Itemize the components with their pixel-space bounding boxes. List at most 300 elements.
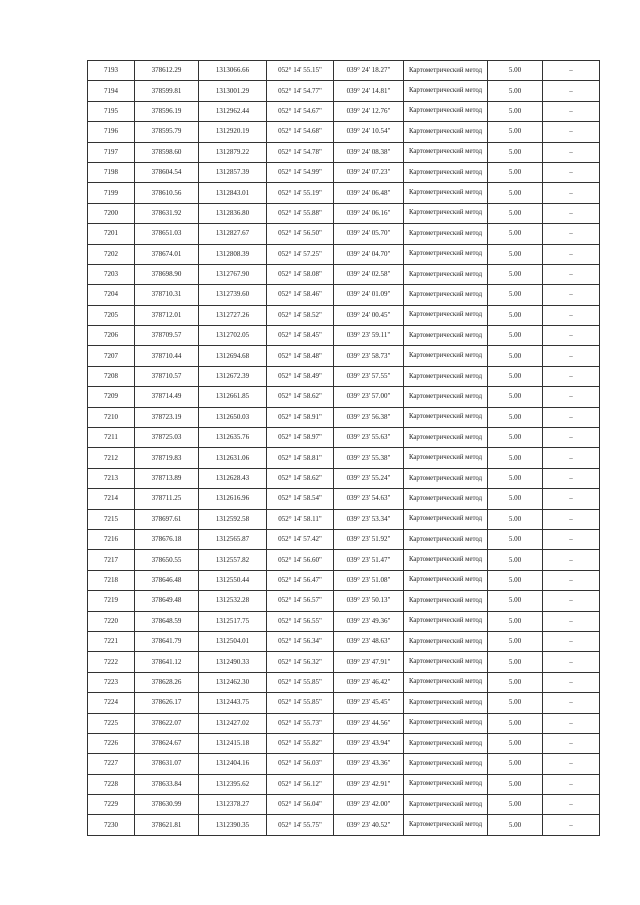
note-cell: – bbox=[543, 611, 600, 631]
method-cell: Картометрический метод bbox=[404, 468, 488, 488]
y-coordinate-cell: 1313066.66 bbox=[199, 61, 267, 81]
point-number-cell: 7203 bbox=[88, 264, 135, 284]
latitude-cell: 052° 14' 58.49" bbox=[267, 366, 334, 386]
latitude-cell: 052° 14' 55.15" bbox=[267, 61, 334, 81]
point-number-cell: 7207 bbox=[88, 346, 135, 366]
longitude-cell: 039° 23' 48.63" bbox=[334, 631, 404, 651]
longitude-cell: 039° 23' 51.08" bbox=[334, 570, 404, 590]
longitude-cell: 039° 23' 40.52" bbox=[334, 815, 404, 835]
latitude-cell: 052° 14' 55.85" bbox=[267, 672, 334, 692]
y-coordinate-cell: 1312635.76 bbox=[199, 428, 267, 448]
table-row bbox=[88, 264, 600, 284]
accuracy-cell: 5.00 bbox=[488, 591, 543, 611]
table-row bbox=[88, 387, 600, 407]
x-coordinate-cell: 378710.31 bbox=[135, 285, 199, 305]
y-coordinate-cell: 1312672.39 bbox=[199, 366, 267, 386]
table-row bbox=[88, 203, 600, 223]
x-coordinate-cell: 378596.19 bbox=[135, 101, 199, 121]
method-cell: Картометрический метод bbox=[404, 407, 488, 427]
point-number-cell: 7219 bbox=[88, 591, 135, 611]
note-cell: – bbox=[543, 244, 600, 264]
table-row bbox=[88, 489, 600, 509]
point-number-cell: 7215 bbox=[88, 509, 135, 529]
point-number-cell: 7202 bbox=[88, 244, 135, 264]
longitude-cell: 039° 23' 43.94" bbox=[334, 733, 404, 753]
table-row bbox=[88, 774, 600, 794]
latitude-cell: 052° 14' 58.11" bbox=[267, 509, 334, 529]
method-cell: Картометрический метод bbox=[404, 305, 488, 325]
latitude-cell: 052° 14' 56.04" bbox=[267, 795, 334, 815]
note-cell: – bbox=[543, 795, 600, 815]
table-row bbox=[88, 652, 600, 672]
y-coordinate-cell: 1312504.01 bbox=[199, 631, 267, 651]
x-coordinate-cell: 378649.48 bbox=[135, 591, 199, 611]
longitude-cell: 039° 23' 58.73" bbox=[334, 346, 404, 366]
longitude-cell: 039° 23' 55.38" bbox=[334, 448, 404, 468]
point-number-cell: 7216 bbox=[88, 529, 135, 549]
longitude-cell: 039° 23' 53.34" bbox=[334, 509, 404, 529]
method-cell: Картометрический метод bbox=[404, 326, 488, 346]
accuracy-cell: 5.00 bbox=[488, 285, 543, 305]
y-coordinate-cell: 1312631.06 bbox=[199, 448, 267, 468]
longitude-cell: 039° 23' 57.55" bbox=[334, 366, 404, 386]
note-cell: – bbox=[543, 815, 600, 835]
latitude-cell: 052° 14' 57.42" bbox=[267, 529, 334, 549]
table-row bbox=[88, 815, 600, 835]
method-cell: Картометрический метод bbox=[404, 387, 488, 407]
latitude-cell: 052° 14' 58.46" bbox=[267, 285, 334, 305]
latitude-cell: 052° 14' 56.47" bbox=[267, 570, 334, 590]
latitude-cell: 052° 14' 57.25" bbox=[267, 244, 334, 264]
table-row bbox=[88, 224, 600, 244]
point-number-cell: 7223 bbox=[88, 672, 135, 692]
longitude-cell: 039° 23' 55.24" bbox=[334, 468, 404, 488]
point-number-cell: 7229 bbox=[88, 795, 135, 815]
latitude-cell: 052° 14' 55.19" bbox=[267, 183, 334, 203]
accuracy-cell: 5.00 bbox=[488, 407, 543, 427]
x-coordinate-cell: 378676.18 bbox=[135, 529, 199, 549]
table-row bbox=[88, 733, 600, 753]
note-cell: – bbox=[543, 550, 600, 570]
accuracy-cell: 5.00 bbox=[488, 61, 543, 81]
point-number-cell: 7208 bbox=[88, 366, 135, 386]
accuracy-cell: 5.00 bbox=[488, 468, 543, 488]
accuracy-cell: 5.00 bbox=[488, 81, 543, 101]
x-coordinate-cell: 378648.59 bbox=[135, 611, 199, 631]
latitude-cell: 052° 14' 56.03" bbox=[267, 754, 334, 774]
table-row bbox=[88, 591, 600, 611]
longitude-cell: 039° 23' 57.00" bbox=[334, 387, 404, 407]
longitude-cell: 039° 24' 02.58" bbox=[334, 264, 404, 284]
table-row bbox=[88, 468, 600, 488]
point-number-cell: 7210 bbox=[88, 407, 135, 427]
x-coordinate-cell: 378604.54 bbox=[135, 162, 199, 182]
y-coordinate-cell: 1312843.01 bbox=[199, 183, 267, 203]
note-cell: – bbox=[543, 407, 600, 427]
latitude-cell: 052° 14' 56.34" bbox=[267, 631, 334, 651]
x-coordinate-cell: 378626.17 bbox=[135, 693, 199, 713]
accuracy-cell: 5.00 bbox=[488, 366, 543, 386]
longitude-cell: 039° 24' 14.81" bbox=[334, 81, 404, 101]
accuracy-cell: 5.00 bbox=[488, 631, 543, 651]
note-cell: – bbox=[543, 264, 600, 284]
accuracy-cell: 5.00 bbox=[488, 244, 543, 264]
y-coordinate-cell: 1312404.16 bbox=[199, 754, 267, 774]
x-coordinate-cell: 378711.25 bbox=[135, 489, 199, 509]
note-cell: – bbox=[543, 122, 600, 142]
longitude-cell: 039° 24' 12.76" bbox=[334, 101, 404, 121]
y-coordinate-cell: 1312628.43 bbox=[199, 468, 267, 488]
longitude-cell: 039° 24' 07.23" bbox=[334, 162, 404, 182]
latitude-cell: 052° 14' 58.81" bbox=[267, 448, 334, 468]
accuracy-cell: 5.00 bbox=[488, 122, 543, 142]
x-coordinate-cell: 378641.12 bbox=[135, 652, 199, 672]
y-coordinate-cell: 1312490.33 bbox=[199, 652, 267, 672]
method-cell: Картометрический метод bbox=[404, 81, 488, 101]
table-row bbox=[88, 529, 600, 549]
note-cell: – bbox=[543, 285, 600, 305]
note-cell: – bbox=[543, 387, 600, 407]
latitude-cell: 052° 14' 58.54" bbox=[267, 489, 334, 509]
table-row bbox=[88, 61, 600, 81]
point-number-cell: 7211 bbox=[88, 428, 135, 448]
method-cell: Картометрический метод bbox=[404, 652, 488, 672]
y-coordinate-cell: 1312616.96 bbox=[199, 489, 267, 509]
note-cell: – bbox=[543, 754, 600, 774]
method-cell: Картометрический метод bbox=[404, 122, 488, 142]
y-coordinate-cell: 1312462.30 bbox=[199, 672, 267, 692]
point-number-cell: 7220 bbox=[88, 611, 135, 631]
note-cell: – bbox=[543, 652, 600, 672]
y-coordinate-cell: 1312827.67 bbox=[199, 224, 267, 244]
y-coordinate-cell: 1313001.29 bbox=[199, 81, 267, 101]
y-coordinate-cell: 1312557.82 bbox=[199, 550, 267, 570]
longitude-cell: 039° 24' 05.70" bbox=[334, 224, 404, 244]
latitude-cell: 052° 14' 56.60" bbox=[267, 550, 334, 570]
point-number-cell: 7213 bbox=[88, 468, 135, 488]
latitude-cell: 052° 14' 55.82" bbox=[267, 733, 334, 753]
accuracy-cell: 5.00 bbox=[488, 529, 543, 549]
method-cell: Картометрический метод bbox=[404, 754, 488, 774]
latitude-cell: 052° 14' 58.97" bbox=[267, 428, 334, 448]
table-row bbox=[88, 754, 600, 774]
method-cell: Картометрический метод bbox=[404, 550, 488, 570]
point-number-cell: 7212 bbox=[88, 448, 135, 468]
accuracy-cell: 5.00 bbox=[488, 570, 543, 590]
x-coordinate-cell: 378674.01 bbox=[135, 244, 199, 264]
y-coordinate-cell: 1312565.87 bbox=[199, 529, 267, 549]
latitude-cell: 052° 14' 55.88" bbox=[267, 203, 334, 223]
point-number-cell: 7201 bbox=[88, 224, 135, 244]
method-cell: Картометрический метод bbox=[404, 815, 488, 835]
accuracy-cell: 5.00 bbox=[488, 224, 543, 244]
x-coordinate-cell: 378612.29 bbox=[135, 61, 199, 81]
table-row bbox=[88, 407, 600, 427]
latitude-cell: 052° 14' 55.73" bbox=[267, 713, 334, 733]
method-cell: Картометрический метод bbox=[404, 489, 488, 509]
accuracy-cell: 5.00 bbox=[488, 448, 543, 468]
longitude-cell: 039° 23' 42.00" bbox=[334, 795, 404, 815]
accuracy-cell: 5.00 bbox=[488, 489, 543, 509]
table-row bbox=[88, 509, 600, 529]
latitude-cell: 052° 14' 56.50" bbox=[267, 224, 334, 244]
point-number-cell: 7196 bbox=[88, 122, 135, 142]
table-row bbox=[88, 305, 600, 325]
method-cell: Картометрический метод bbox=[404, 570, 488, 590]
accuracy-cell: 5.00 bbox=[488, 652, 543, 672]
x-coordinate-cell: 378710.44 bbox=[135, 346, 199, 366]
accuracy-cell: 5.00 bbox=[488, 387, 543, 407]
x-coordinate-cell: 378709.57 bbox=[135, 326, 199, 346]
method-cell: Картометрический метод bbox=[404, 672, 488, 692]
method-cell: Картометрический метод bbox=[404, 448, 488, 468]
method-cell: Картометрический метод bbox=[404, 713, 488, 733]
accuracy-cell: 5.00 bbox=[488, 611, 543, 631]
point-number-cell: 7199 bbox=[88, 183, 135, 203]
accuracy-cell: 5.00 bbox=[488, 305, 543, 325]
table-row bbox=[88, 550, 600, 570]
latitude-cell: 052° 14' 56.57" bbox=[267, 591, 334, 611]
method-cell: Картометрический метод bbox=[404, 244, 488, 264]
y-coordinate-cell: 1312517.75 bbox=[199, 611, 267, 631]
table-row bbox=[88, 428, 600, 448]
table-row bbox=[88, 631, 600, 651]
method-cell: Картометрический метод bbox=[404, 142, 488, 162]
longitude-cell: 039° 24' 01.09" bbox=[334, 285, 404, 305]
note-cell: – bbox=[543, 733, 600, 753]
note-cell: – bbox=[543, 509, 600, 529]
y-coordinate-cell: 1312427.02 bbox=[199, 713, 267, 733]
x-coordinate-cell: 378631.92 bbox=[135, 203, 199, 223]
point-number-cell: 7224 bbox=[88, 693, 135, 713]
method-cell: Картометрический метод bbox=[404, 162, 488, 182]
table-row bbox=[88, 142, 600, 162]
latitude-cell: 052° 14' 54.67" bbox=[267, 101, 334, 121]
method-cell: Картометрический метод bbox=[404, 203, 488, 223]
table-row bbox=[88, 122, 600, 142]
accuracy-cell: 5.00 bbox=[488, 142, 543, 162]
method-cell: Картометрический метод bbox=[404, 529, 488, 549]
method-cell: Картометрический метод bbox=[404, 224, 488, 244]
accuracy-cell: 5.00 bbox=[488, 693, 543, 713]
latitude-cell: 052° 14' 55.85" bbox=[267, 693, 334, 713]
method-cell: Картометрический метод bbox=[404, 509, 488, 529]
latitude-cell: 052° 14' 56.55" bbox=[267, 611, 334, 631]
accuracy-cell: 5.00 bbox=[488, 733, 543, 753]
accuracy-cell: 5.00 bbox=[488, 346, 543, 366]
longitude-cell: 039° 23' 42.91" bbox=[334, 774, 404, 794]
x-coordinate-cell: 378630.99 bbox=[135, 795, 199, 815]
longitude-cell: 039° 23' 55.63" bbox=[334, 428, 404, 448]
note-cell: – bbox=[543, 591, 600, 611]
x-coordinate-cell: 378713.89 bbox=[135, 468, 199, 488]
method-cell: Картометрический метод bbox=[404, 183, 488, 203]
longitude-cell: 039° 23' 47.91" bbox=[334, 652, 404, 672]
note-cell: – bbox=[543, 774, 600, 794]
longitude-cell: 039° 23' 45.45" bbox=[334, 693, 404, 713]
note-cell: – bbox=[543, 142, 600, 162]
table-row bbox=[88, 162, 600, 182]
method-cell: Картометрический метод bbox=[404, 101, 488, 121]
note-cell: – bbox=[543, 713, 600, 733]
point-number-cell: 7205 bbox=[88, 305, 135, 325]
longitude-cell: 039° 23' 51.47" bbox=[334, 550, 404, 570]
x-coordinate-cell: 378651.03 bbox=[135, 224, 199, 244]
accuracy-cell: 5.00 bbox=[488, 162, 543, 182]
y-coordinate-cell: 1312415.18 bbox=[199, 733, 267, 753]
note-cell: – bbox=[543, 203, 600, 223]
note-cell: – bbox=[543, 570, 600, 590]
table-row bbox=[88, 285, 600, 305]
point-number-cell: 7209 bbox=[88, 387, 135, 407]
method-cell: Картометрический метод bbox=[404, 346, 488, 366]
x-coordinate-cell: 378633.84 bbox=[135, 774, 199, 794]
note-cell: – bbox=[543, 346, 600, 366]
note-cell: – bbox=[543, 326, 600, 346]
latitude-cell: 052° 14' 58.45" bbox=[267, 326, 334, 346]
method-cell: Картометрический метод bbox=[404, 366, 488, 386]
y-coordinate-cell: 1312879.22 bbox=[199, 142, 267, 162]
longitude-cell: 039° 23' 59.11" bbox=[334, 326, 404, 346]
note-cell: – bbox=[543, 366, 600, 386]
method-cell: Картометрический метод bbox=[404, 774, 488, 794]
accuracy-cell: 5.00 bbox=[488, 101, 543, 121]
method-cell: Картометрический метод bbox=[404, 795, 488, 815]
method-cell: Картометрический метод bbox=[404, 285, 488, 305]
longitude-cell: 039° 23' 43.36" bbox=[334, 754, 404, 774]
x-coordinate-cell: 378641.79 bbox=[135, 631, 199, 651]
latitude-cell: 052° 14' 54.78" bbox=[267, 142, 334, 162]
method-cell: Картометрический метод bbox=[404, 264, 488, 284]
note-cell: – bbox=[543, 305, 600, 325]
table-row bbox=[88, 366, 600, 386]
point-number-cell: 7193 bbox=[88, 61, 135, 81]
method-cell: Картометрический метод bbox=[404, 693, 488, 713]
note-cell: – bbox=[543, 428, 600, 448]
x-coordinate-cell: 378697.61 bbox=[135, 509, 199, 529]
x-coordinate-cell: 378698.90 bbox=[135, 264, 199, 284]
point-number-cell: 7200 bbox=[88, 203, 135, 223]
point-number-cell: 7218 bbox=[88, 570, 135, 590]
coordinates-table bbox=[87, 60, 600, 836]
table-row bbox=[88, 795, 600, 815]
latitude-cell: 052° 14' 56.32" bbox=[267, 652, 334, 672]
x-coordinate-cell: 378725.03 bbox=[135, 428, 199, 448]
x-coordinate-cell: 378610.56 bbox=[135, 183, 199, 203]
y-coordinate-cell: 1312532.28 bbox=[199, 591, 267, 611]
latitude-cell: 052° 14' 58.48" bbox=[267, 346, 334, 366]
note-cell: – bbox=[543, 224, 600, 244]
accuracy-cell: 5.00 bbox=[488, 203, 543, 223]
x-coordinate-cell: 378598.60 bbox=[135, 142, 199, 162]
point-number-cell: 7197 bbox=[88, 142, 135, 162]
longitude-cell: 039° 23' 49.36" bbox=[334, 611, 404, 631]
method-cell: Картометрический метод bbox=[404, 591, 488, 611]
table-row bbox=[88, 346, 600, 366]
y-coordinate-cell: 1312694.68 bbox=[199, 346, 267, 366]
table-row bbox=[88, 570, 600, 590]
accuracy-cell: 5.00 bbox=[488, 326, 543, 346]
y-coordinate-cell: 1312661.85 bbox=[199, 387, 267, 407]
y-coordinate-cell: 1312378.27 bbox=[199, 795, 267, 815]
y-coordinate-cell: 1312857.39 bbox=[199, 162, 267, 182]
y-coordinate-cell: 1312443.75 bbox=[199, 693, 267, 713]
x-coordinate-cell: 378714.49 bbox=[135, 387, 199, 407]
longitude-cell: 039° 24' 00.45" bbox=[334, 305, 404, 325]
accuracy-cell: 5.00 bbox=[488, 815, 543, 835]
y-coordinate-cell: 1312702.05 bbox=[199, 326, 267, 346]
point-number-cell: 7222 bbox=[88, 652, 135, 672]
method-cell: Картометрический метод bbox=[404, 61, 488, 81]
table-row bbox=[88, 713, 600, 733]
accuracy-cell: 5.00 bbox=[488, 428, 543, 448]
x-coordinate-cell: 378631.07 bbox=[135, 754, 199, 774]
point-number-cell: 7221 bbox=[88, 631, 135, 651]
point-number-cell: 7206 bbox=[88, 326, 135, 346]
point-number-cell: 7228 bbox=[88, 774, 135, 794]
longitude-cell: 039° 23' 46.42" bbox=[334, 672, 404, 692]
y-coordinate-cell: 1312962.44 bbox=[199, 101, 267, 121]
note-cell: – bbox=[543, 162, 600, 182]
table-row bbox=[88, 326, 600, 346]
note-cell: – bbox=[543, 529, 600, 549]
latitude-cell: 052° 14' 58.08" bbox=[267, 264, 334, 284]
longitude-cell: 039° 23' 54.63" bbox=[334, 489, 404, 509]
latitude-cell: 052° 14' 55.75" bbox=[267, 815, 334, 835]
note-cell: – bbox=[543, 631, 600, 651]
note-cell: – bbox=[543, 448, 600, 468]
method-cell: Картометрический метод bbox=[404, 631, 488, 651]
table-row bbox=[88, 693, 600, 713]
longitude-cell: 039° 24' 08.38" bbox=[334, 142, 404, 162]
y-coordinate-cell: 1312395.62 bbox=[199, 774, 267, 794]
x-coordinate-cell: 378621.81 bbox=[135, 815, 199, 835]
note-cell: – bbox=[543, 468, 600, 488]
y-coordinate-cell: 1312767.90 bbox=[199, 264, 267, 284]
x-coordinate-cell: 378650.55 bbox=[135, 550, 199, 570]
point-number-cell: 7225 bbox=[88, 713, 135, 733]
latitude-cell: 052° 14' 54.68" bbox=[267, 122, 334, 142]
table-row bbox=[88, 81, 600, 101]
y-coordinate-cell: 1312592.58 bbox=[199, 509, 267, 529]
x-coordinate-cell: 378595.79 bbox=[135, 122, 199, 142]
latitude-cell: 052° 14' 58.62" bbox=[267, 468, 334, 488]
x-coordinate-cell: 378710.57 bbox=[135, 366, 199, 386]
y-coordinate-cell: 1312727.26 bbox=[199, 305, 267, 325]
longitude-cell: 039° 24' 10.54" bbox=[334, 122, 404, 142]
table-row bbox=[88, 448, 600, 468]
accuracy-cell: 5.00 bbox=[488, 774, 543, 794]
y-coordinate-cell: 1312739.60 bbox=[199, 285, 267, 305]
y-coordinate-cell: 1312808.39 bbox=[199, 244, 267, 264]
x-coordinate-cell: 378599.81 bbox=[135, 81, 199, 101]
x-coordinate-cell: 378712.01 bbox=[135, 305, 199, 325]
method-cell: Картометрический метод bbox=[404, 733, 488, 753]
latitude-cell: 052° 14' 58.62" bbox=[267, 387, 334, 407]
point-number-cell: 7214 bbox=[88, 489, 135, 509]
point-number-cell: 7198 bbox=[88, 162, 135, 182]
longitude-cell: 039° 23' 44.56" bbox=[334, 713, 404, 733]
latitude-cell: 052° 14' 58.52" bbox=[267, 305, 334, 325]
point-number-cell: 7204 bbox=[88, 285, 135, 305]
y-coordinate-cell: 1312920.19 bbox=[199, 122, 267, 142]
accuracy-cell: 5.00 bbox=[488, 795, 543, 815]
x-coordinate-cell: 378646.48 bbox=[135, 570, 199, 590]
y-coordinate-cell: 1312390.35 bbox=[199, 815, 267, 835]
latitude-cell: 052° 14' 58.91" bbox=[267, 407, 334, 427]
longitude-cell: 039° 23' 51.92" bbox=[334, 529, 404, 549]
latitude-cell: 052° 14' 56.12" bbox=[267, 774, 334, 794]
